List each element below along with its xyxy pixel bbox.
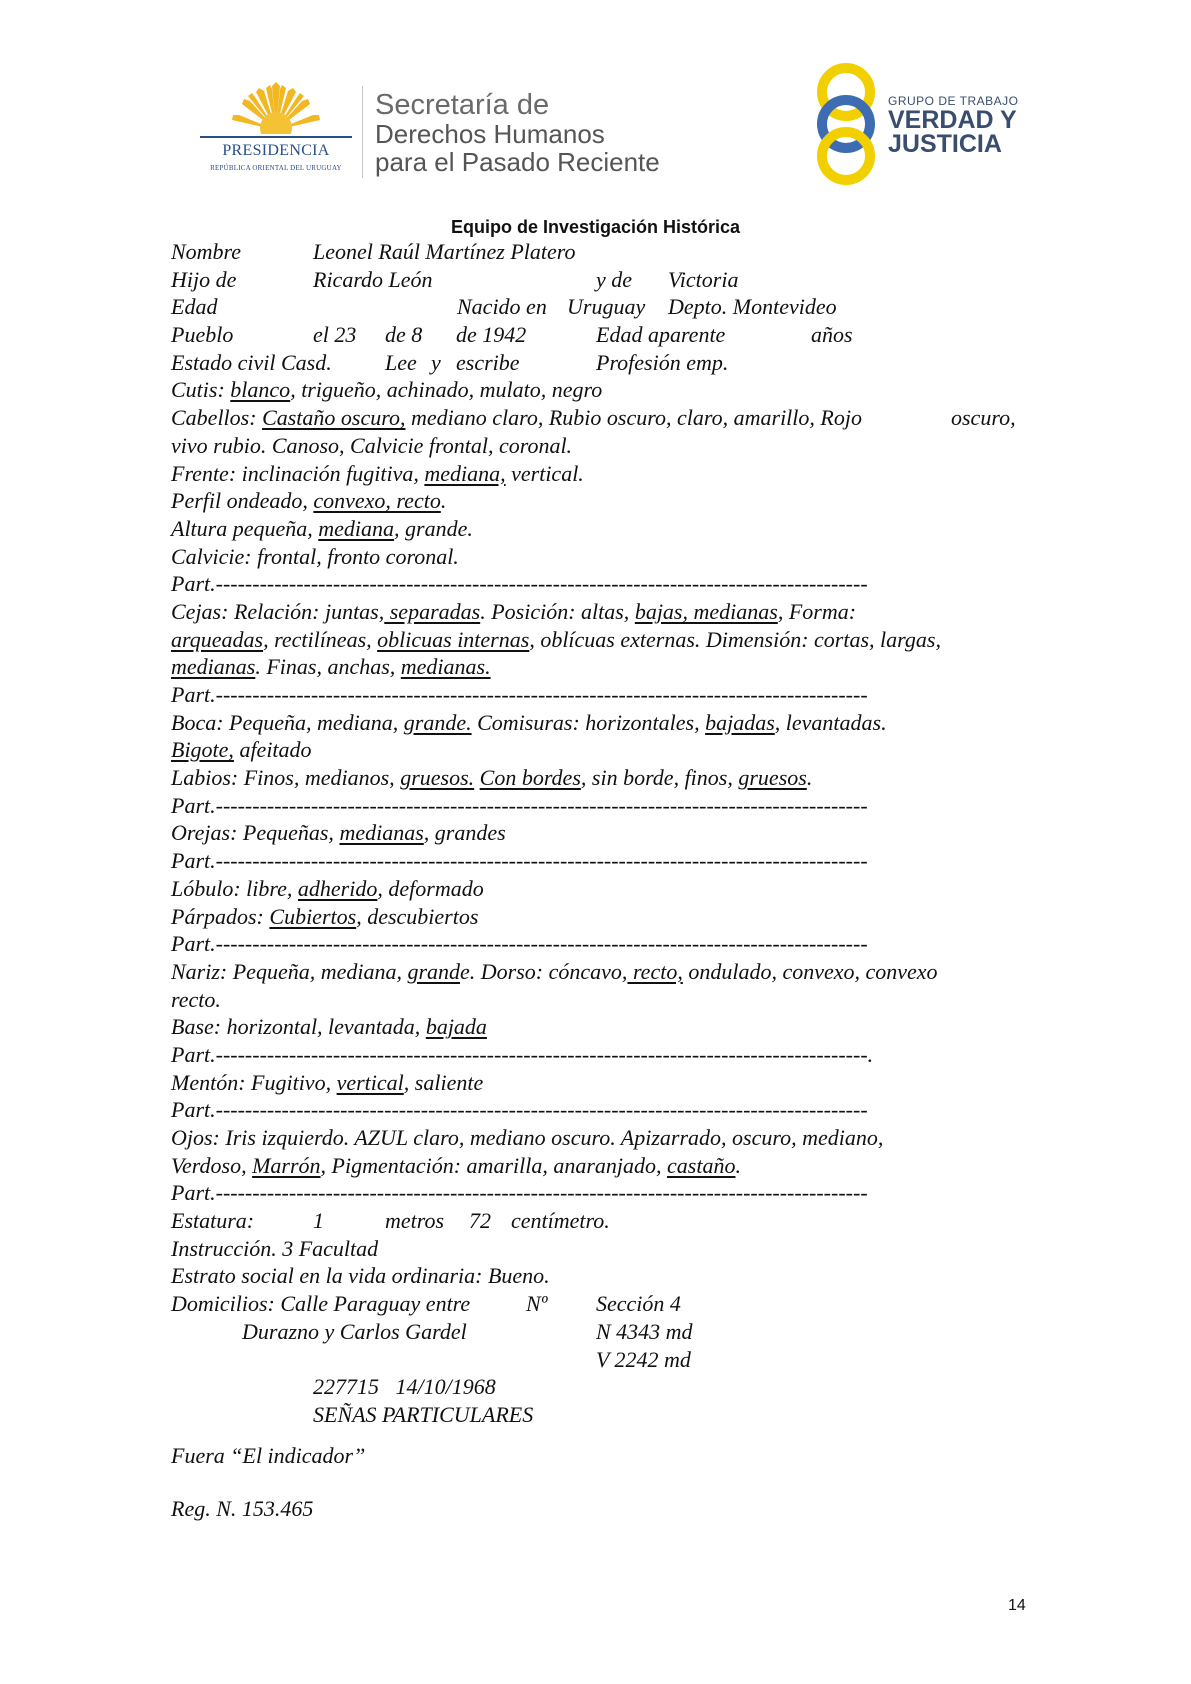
cejas-oblicuas-selected: oblicuas internas [377,626,530,652]
gtvj-line2: VERDAD Y [888,106,1017,134]
cejas-grosor: . Finas, anchas, [255,654,401,680]
cejas-grosor-selected: medianas. [400,654,491,680]
fecha-anio: de 1942 [456,322,527,348]
estatura-label: Estatura: [171,1208,255,1234]
part-separator: Part.----------------------------------------------------------------------------------------- [171,1097,868,1123]
senas-particulares: SEÑAS PARTICULARES [313,1401,534,1427]
cejas-forma-options: , rectilíneas, [263,626,378,652]
frente-selected: mediana, [424,460,506,486]
ojos-options: Verdoso, [171,1152,253,1178]
row-cejas-3 [171,653,1021,681]
cutis-label: Cutis: [171,377,231,403]
cejas-posicion-selected: bajas, medianas [634,598,778,624]
nombre-value: Leonel Raúl Martínez Platero [313,239,576,264]
cabellos-options: mediano claro, Rubio oscuro, claro, amarillo, Rojo [405,405,862,431]
cejas-dimension: , oblícuas externas. Dimensión: cortas, largas, [529,626,941,652]
cabellos-options-end: oscuro, [951,405,1016,431]
ojos-end: . [735,1152,741,1178]
estatura-cm-value: 72 [469,1208,491,1234]
row-orejas [171,819,1021,847]
row-domicilios-3 [171,1346,1021,1374]
altura-selected: mediana [318,515,395,541]
cejas-relacion-selected: separadas [384,598,481,624]
part-separator: Part.----------------------------------------------------------------------------------------- [171,792,868,818]
fecha-dia: el 23 [313,322,357,348]
row-ojos-2 [171,1152,1021,1180]
part-separator: Part.-----------------------------------------------------------------------------------------. [171,1041,874,1067]
nariz-dorso-options: ondulado, convexo, convexo [682,958,938,984]
nariz-options: Nariz: Pequeña, mediana, [171,958,408,984]
parpados-end: , descubiertos [356,903,479,929]
perfil-selected: convexo, recto [313,488,441,514]
lobulo-selected: adherido [297,875,378,901]
page-number: 14 [1008,1597,1026,1614]
row-numero-fecha [171,1373,1021,1401]
row-reg: Reg. N. 153.465 [171,1496,314,1522]
y-label: y [431,349,441,375]
header-divider [362,86,363,178]
cejas-forma-selected: arqueadas [171,626,264,652]
gtvj-line1: GRUPO DE TRABAJO [888,94,1019,108]
row-domicilios [171,1290,1021,1318]
edad-label: Edad [171,294,218,320]
frente-options-end: vertical. [505,460,584,486]
row-labios [171,764,1021,792]
nombre-label: Nombre [171,239,242,264]
comisuras-options: Comisuras: horizontales, [471,709,706,735]
altura-options: Altura pequeña, [171,515,319,541]
nariz-dorso: e. Dorso: cóncavo, [460,958,628,984]
part-separator: Part.----------------------------------------------------------------------------------------- [171,682,868,707]
perfil-end: . [440,488,447,514]
row-edad [171,293,1021,321]
comisuras-end: , levantadas. [774,709,887,735]
estatura-metros-label: metros [385,1208,445,1234]
menton-end: , saliente [403,1069,484,1095]
row-cejas-2 [171,626,1021,654]
base-selected: bajada [425,1014,487,1040]
row-menton [171,1069,1021,1097]
row-estatura [171,1207,1021,1235]
row-parpados [171,903,1021,931]
team-title: Equipo de Investigación Histórica [450,217,741,237]
row-ojos-1: Ojos: Iris izquierdo. AZUL claro, mediano oscuro. Apizarrado, oscuro, mediano, [171,1125,884,1150]
y-de-label: y de [596,266,633,292]
row-frente [171,460,1021,488]
page-header [0,0,1191,200]
row-boca [171,709,1021,737]
row-cejas-1 [171,598,1021,626]
labios-grosor-selected: gruesos [738,765,807,791]
presidencia-subtitle: REPÚBLICA ORIENTAL DEL URUGUAY [210,164,342,172]
row-cutis [171,376,1021,404]
cejas-dimension-selected: medianas [171,654,256,680]
labios-end: . [806,765,813,791]
fecha-mes: de 8 [385,322,423,348]
row-estrato: Estrato social en la vida ordinaria: Bueno. [171,1263,550,1289]
depto-value: Depto. Montevideo [668,294,837,320]
menton-selected: vertical [336,1069,404,1095]
ojos-selected: Marrón [252,1152,321,1178]
parpados-selected: Cubiertos [269,903,357,929]
row-senas [171,1401,1021,1429]
nacido-en-label: Nacido en [457,294,547,320]
estatura-cm-label: centímetro. [511,1208,610,1234]
secretaria-line1: Secretaría de [375,89,550,121]
row-instruccion: Instrucción. 3 Facultad [171,1235,379,1261]
row-pueblo [171,321,1021,349]
base-options: Base: horizontal, levantada, [171,1014,426,1040]
lobulo-options: Lóbulo: libre, [171,875,298,901]
row-bigote [171,736,1021,764]
gtvj-line3: JUSTICIA [888,130,1002,158]
lee-label: Lee [385,349,417,375]
boca-options: Boca: Pequeña, mediana, [171,709,404,735]
cejas-label: Cejas: Relación: juntas, [171,598,385,624]
identification-record [171,238,1021,1523]
part-separator: Part.----------------------------------------------------------------------------------------- [171,571,868,597]
estado-civil: Estado civil Casd. [171,349,332,375]
presidencia-name: PRESIDENCIA [222,142,330,159]
pigmentacion-options: , Pigmentación: amarilla, anaranjado, [320,1152,668,1178]
labios-selected: gruesos. [400,765,475,791]
row-cabellos-2: vivo rubio. Canoso, Calvicie frontal, coronal. [171,432,573,458]
row-fuera: Fuera “El indicador” [171,1442,366,1468]
perfil-options: Perfil ondeado, [171,488,314,514]
seccion-value: Sección 4 [596,1291,681,1317]
altura-end: , grande. [394,515,473,541]
orejas-end: , grandes [423,820,506,846]
labios-bordes-selected: Con bordes [479,765,581,791]
pueblo-label: Pueblo [171,322,234,348]
nariz-selected: grand [407,958,461,984]
cutis-options: , trigueño, achinado, mulato, negro [290,377,603,403]
edad-aparente-label: Edad aparente [596,322,726,348]
domicilios-calles: Durazno y Carlos Gardel [242,1318,467,1344]
anios-label: años [811,322,853,348]
pais-value: Uruguay [567,294,646,320]
estatura-metros-value: 1 [313,1208,324,1234]
padre-value: Ricardo León [313,266,433,292]
row-domicilios-2 [171,1318,1021,1346]
row-cabellos [171,404,1021,432]
cejas-forma-label: , Forma: [777,598,857,624]
domicilios-numero: Nº [526,1291,548,1317]
secretaria-line3: para el Pasado Reciente [375,147,660,177]
bigote-options: afeitado [233,737,312,763]
row-nombre [171,238,1021,266]
domicilios-label: Domicilios: Calle Paraguay entre [171,1291,471,1317]
parpados-label: Párpados: [171,903,270,929]
part-separator: Part.----------------------------------------------------------------------------------------- [171,1180,868,1206]
numero-fecha: 227715 14/10/1968 [313,1374,496,1400]
madre-value: Victoria [668,266,739,292]
hijo-label: Hijo de [171,266,237,292]
orejas-options: Orejas: Pequeñas, [171,820,340,846]
nariz-dorso-selected: recto, [627,958,683,984]
domicilio-n: N 4343 md [596,1318,693,1344]
bigote-selected: Bigote, [171,737,234,763]
linked-rings-icon [810,62,890,192]
row-base [171,1013,1021,1041]
row-nariz-2: recto. [171,986,221,1012]
cutis-selected: blanco [230,377,291,403]
part-separator: Part.----------------------------------------------------------------------------------------- [171,931,868,957]
frente-options: Frente: inclinación fugitiva, [171,460,425,486]
sun-icon [226,82,326,138]
menton-options: Mentón: Fugitivo, [171,1069,337,1095]
row-nariz [171,958,1021,986]
labios-bordes-options: , sin borde, finos, [580,765,739,791]
row-lobulo [171,875,1021,903]
comisuras-selected: bajadas [705,709,775,735]
row-calvicie: Calvicie: frontal, fronto coronal. [171,543,459,569]
row-estado-civil [171,349,1021,377]
row-altura [171,515,1021,543]
secretaria-logo [375,90,660,176]
row-hijo [171,266,1021,294]
row-perfil [171,487,1021,515]
domicilio-v: V 2242 md [596,1346,691,1372]
part-separator: Part.----------------------------------------------------------------------------------------- [171,848,868,874]
lobulo-end: , deformado [377,875,484,901]
labios-options: Labios: Finos, medianos, [171,765,401,791]
presidencia-logo [196,82,356,182]
boca-selected: grande. [403,709,472,735]
pigmentacion-selected: castaño [667,1152,736,1178]
verdad-justicia-logo [810,62,1050,192]
orejas-selected: medianas [339,820,424,846]
secretaria-line2: Derechos Humanos [375,119,605,149]
cejas-posicion: . Posición: altas, [480,598,635,624]
cabellos-label: Cabellos: [171,405,263,431]
profesion: Profesión emp. [596,349,729,375]
escribe-label: escribe [456,349,520,375]
cabellos-selected: Castaño oscuro, [262,405,406,431]
